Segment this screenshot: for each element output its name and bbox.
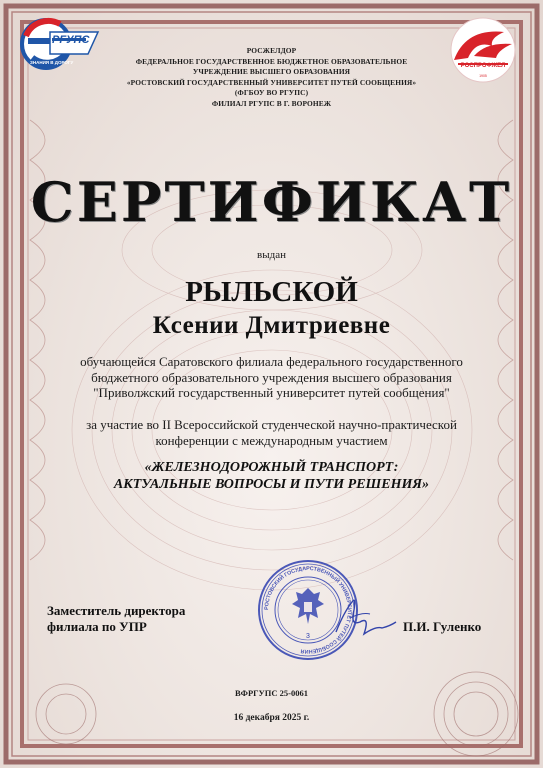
header-line-3: УЧРЕЖДЕНИЕ ВЫСШЕГО ОБРАЗОВАНИЯ xyxy=(192,67,351,77)
participation-text xyxy=(40,417,503,448)
signer-name: П.И. Гуленко xyxy=(403,619,482,634)
rgups-logo-text: РГУПС xyxy=(52,34,90,46)
certificate-title: СЕРТИФИКАТ xyxy=(30,170,513,234)
rosprofzhel-logo xyxy=(446,16,520,88)
signer-position-line-1: Заместитель директора xyxy=(47,603,186,618)
issued-label: выдан xyxy=(257,249,286,261)
recipient-given-name: Ксении Дмитриевне xyxy=(152,312,391,339)
recipient-affiliation xyxy=(40,354,503,401)
registration-number: ВФРГУПС 25-0061 xyxy=(234,688,308,698)
rgups-logo-caption: ЗНАНИЯ В ДОРОГУ xyxy=(30,60,74,65)
rosprofzhel-logo-text: РОСПРОФЖЕЛ xyxy=(460,63,506,69)
header-line-4: «РОСТОВСКИЙ ГОСУДАРСТВЕННЫЙ УНИВЕРСИТЕТ ПУТЕЙ СООБЩЕНИЯ» xyxy=(126,77,417,87)
participation-line-1: за участие во II Всероссийской студенческой научно-практической xyxy=(86,417,457,432)
affiliation-line-1: обучающейся Саратовского филиала федерального государственного xyxy=(80,354,463,369)
rgups-logo xyxy=(16,14,106,74)
issue-date: 16 декабря 2025 г. xyxy=(233,713,310,723)
conference-title-line-1: «ЖЕЛЕЗНОДОРОЖНЫЙ ТРАНСПОРТ: xyxy=(144,460,399,475)
affiliation-line-3: "Приволжский государственный университет путей сообщения" xyxy=(93,385,450,400)
recipient-surname: РЫЛЬСКОЙ xyxy=(185,276,358,308)
issuer-header xyxy=(100,46,443,110)
header-line-5: (ФГБОУ ВО РГУПС) xyxy=(234,88,309,98)
conference-title xyxy=(30,459,513,493)
signer-position-line-2: филиала по УПР xyxy=(47,619,147,634)
header-line-1: РОСЖЕЛДОР xyxy=(246,46,297,55)
conference-title-line-2: АКТУАЛЬНЫЕ ВОПРОСЫ И ПУТИ РЕШЕНИЯ» xyxy=(113,477,430,492)
header-line-2: ФЕДЕРАЛЬНОЕ ГОСУДАРСТВЕННОЕ БЮДЖЕТНОЕ ОБРАЗОВАТЕЛЬНОЕ xyxy=(135,56,408,66)
seal-number: 3 xyxy=(306,633,310,640)
signer-position xyxy=(47,603,185,635)
seal-text: РОСТОВСКИЙ ГОСУДАРСТВЕННЫЙ УНИВЕРСИТЕТ ПУТЕЙ СООБЩЕНИЯ xyxy=(263,565,353,655)
header-line-6: ФИЛИАЛ РГУПС В Г. ВОРОНЕЖ xyxy=(211,98,332,108)
affiliation-line-2: бюджетного образовательного учреждения высшего образования xyxy=(91,369,452,385)
participation-line-2: конференции с международным участием xyxy=(155,432,388,448)
rosprofzhel-logo-year: 1905 xyxy=(479,74,487,78)
handwritten-signature xyxy=(330,582,400,642)
